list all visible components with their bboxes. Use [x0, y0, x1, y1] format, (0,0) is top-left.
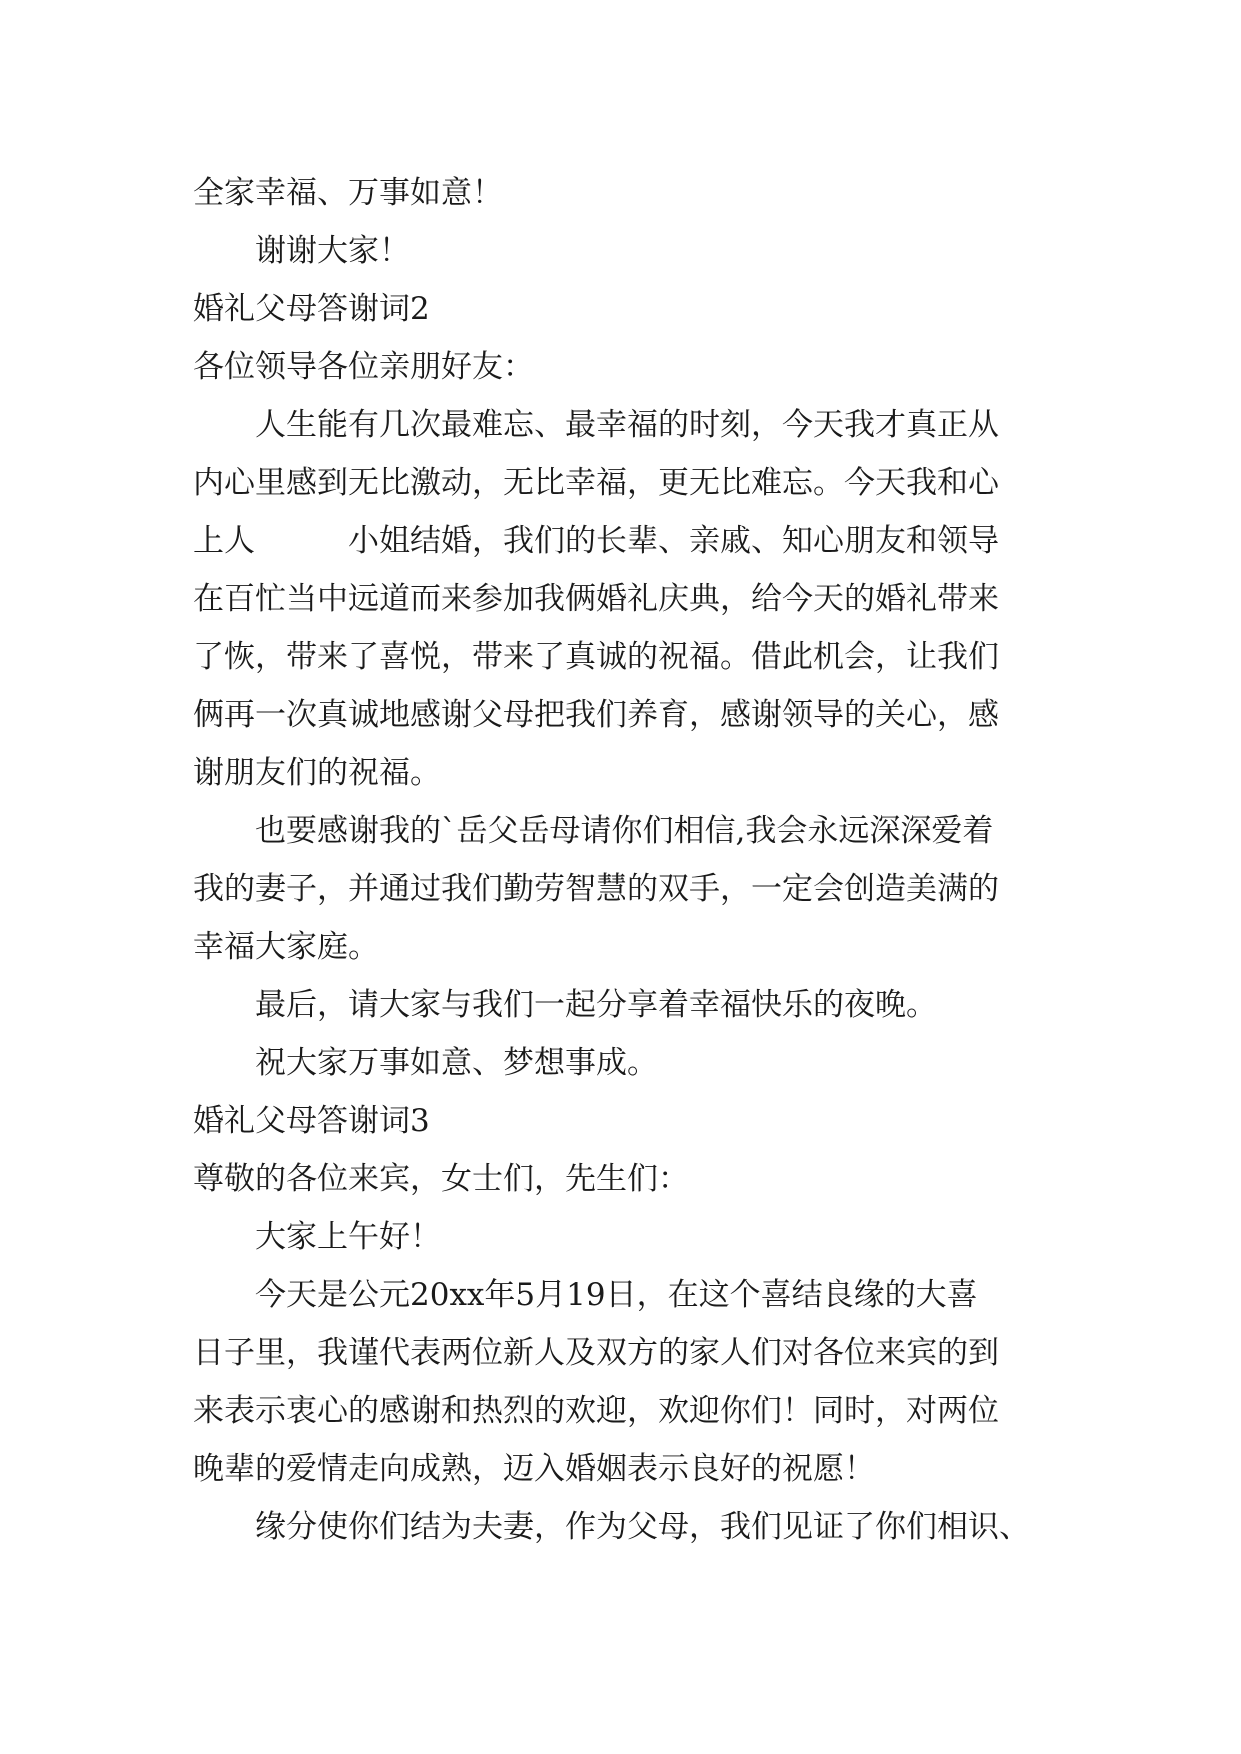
thanks-line: 谢谢大家！: [255, 233, 410, 269]
salutation-2: 各位领导各位亲朋好友：: [193, 349, 534, 385]
paragraph-line: 日子里，我谨代表两位新人及双方的家人们对各位来宾的到: [193, 1335, 999, 1371]
paragraph-line: 也要感谢我的`岳父岳母请你们相信,我会永远深深爱着: [255, 813, 994, 849]
section-heading-3: 婚礼父母答谢词3: [193, 1103, 430, 1139]
paragraph-line: 了恢，带来了喜悦，带来了真诚的祝福。借此机会，让我们: [193, 639, 999, 675]
paragraph-2-4: 祝大家万事如意、梦想事成。: [255, 1045, 658, 1081]
paragraph-line: 俩再一次真诚地感谢父母把我们养育，感谢领导的关心，感: [193, 697, 999, 733]
closing-wish: 全家幸福、万事如意！: [193, 175, 503, 211]
document-body: [193, 164, 1049, 1556]
paragraph-3-2: 缘分使你们结为夫妻，作为父母，我们见证了你们相识、: [255, 1509, 1030, 1545]
paragraph-2-2: [193, 802, 1049, 976]
paragraph-line: 谢朋友们的祝福。: [193, 755, 441, 791]
salutation-3: 尊敬的各位来宾，女士们，先生们：: [193, 1161, 689, 1197]
paragraph-line: 在百忙当中远道而来参加我俩婚礼庆典，给今天的婚礼带来: [193, 581, 999, 617]
paragraph-line: 人生能有几次最难忘、最幸福的时刻，今天我才真正从: [255, 407, 999, 443]
paragraph-2-3: 最后，请大家与我们一起分享着幸福快乐的夜晚。: [255, 987, 937, 1023]
paragraph-line: 今天是公元20xx年5月19日，在这个喜结良缘的大喜: [255, 1277, 978, 1313]
paragraph-line: 晚辈的爱情走向成熟，迈入婚姻表示良好的祝愿！: [193, 1451, 875, 1487]
paragraph-line: 我的妻子，并通过我们勤劳智慧的双手，一定会创造美满的: [193, 871, 999, 907]
paragraph-line: 来表示衷心的感谢和热烈的欢迎，欢迎你们！同时，对两位: [193, 1393, 999, 1429]
greeting-3: 大家上午好！: [255, 1219, 441, 1255]
paragraph-2-1: [193, 396, 1049, 802]
paragraph-line: 内心里感到无比激动，无比幸福，更无比难忘。今天我和心: [193, 465, 999, 501]
section-heading-2: 婚礼父母答谢词2: [193, 291, 430, 327]
paragraph-line: 上人 小姐结婚，我们的长辈、亲戚、知心朋友和领导: [193, 523, 999, 559]
paragraph-3-1: [193, 1266, 1049, 1498]
paragraph-line: 幸福大家庭。: [193, 929, 379, 965]
